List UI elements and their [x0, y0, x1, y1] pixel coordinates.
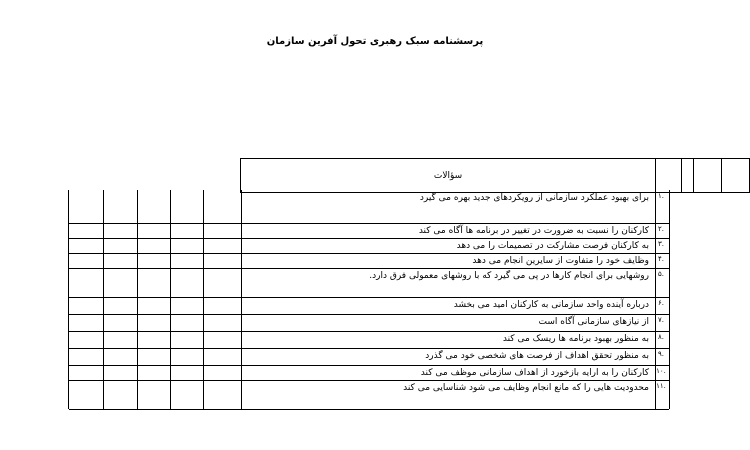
answer-cell[interactable]	[137, 380, 171, 409]
answer-cell[interactable]	[203, 365, 242, 380]
answer-cell[interactable]	[170, 297, 204, 314]
answer-cell[interactable]	[69, 268, 104, 297]
table-row	[69, 380, 669, 410]
answer-cell[interactable]	[103, 297, 138, 314]
question-text: برای بهبود عملکرد سازمانی از رویکردهای جدید بهره می گیرد	[419, 193, 649, 203]
answer-cell[interactable]	[103, 331, 138, 348]
answer-cell[interactable]	[137, 331, 171, 348]
question-text: وظایف خود را متفاوت از سایرین انجام می دهد	[472, 256, 649, 266]
answer-cell[interactable]	[103, 253, 138, 268]
answer-cell[interactable]	[170, 365, 204, 380]
answer-cell[interactable]	[170, 268, 204, 297]
table-row	[69, 331, 669, 349]
question-text: به منظور بهبود برنامه ها ریسک می کند	[502, 334, 649, 344]
question-text: روشهایی برای انجام کارها در پی می گیرد که با روشهای معمولی فرق دارد.	[369, 271, 649, 281]
question-text: کارکنان را نسبت به ضرورت در تغییر در برنامه ها آگاه می کند	[418, 226, 649, 236]
table-row	[69, 268, 669, 298]
header-cell-blank	[721, 159, 750, 192]
answer-cell[interactable]	[103, 268, 138, 297]
answer-cell[interactable]	[170, 223, 204, 238]
question-number: ۷.	[658, 316, 664, 324]
answer-cell[interactable]	[137, 365, 171, 380]
answer-cell[interactable]	[69, 380, 104, 409]
page-title: پرسشنامه سبک رهبری تحول آفرین سازمان	[266, 36, 484, 47]
answer-cell[interactable]	[203, 238, 242, 253]
questions-header: سؤالات	[433, 170, 463, 181]
table-header	[240, 158, 750, 193]
table-row	[69, 223, 669, 239]
answer-cell[interactable]	[69, 348, 104, 365]
answer-cell[interactable]	[69, 297, 104, 314]
answer-cell[interactable]	[137, 268, 171, 297]
question-text: به منظور تحقق اهداف از فرصت های شخصی خود می گذرد	[425, 351, 649, 361]
answer-cell[interactable]	[137, 253, 171, 268]
question-text: درباره آینده واحد سازمانی به کارکنان امید می بخشد	[453, 300, 649, 310]
answer-cell[interactable]	[170, 314, 204, 331]
answer-cell[interactable]	[69, 253, 104, 268]
answer-cell[interactable]	[137, 190, 171, 223]
answer-cell[interactable]	[103, 238, 138, 253]
answer-cell[interactable]	[203, 268, 242, 297]
answer-cell[interactable]	[203, 348, 242, 365]
answer-cell[interactable]	[103, 348, 138, 365]
answer-cell[interactable]	[137, 348, 171, 365]
answer-cell[interactable]	[203, 253, 242, 268]
question-number: ۲.	[658, 225, 664, 233]
answer-cell[interactable]	[103, 365, 138, 380]
question-number: ۳.	[658, 240, 664, 248]
answer-cell[interactable]	[170, 253, 204, 268]
answer-cell[interactable]	[170, 190, 204, 223]
answer-cell[interactable]	[103, 380, 138, 409]
answer-cell[interactable]	[170, 238, 204, 253]
question-text: از نیازهای سازمانی آگاه است	[538, 317, 649, 327]
header-cell-questions	[241, 159, 656, 192]
table-row	[69, 190, 669, 224]
answer-cell[interactable]	[203, 331, 242, 348]
questionnaire-table	[68, 190, 669, 409]
answer-cell[interactable]	[170, 348, 204, 365]
answer-cell[interactable]	[69, 238, 104, 253]
answer-cell[interactable]	[170, 380, 204, 409]
question-number: ۸.	[658, 333, 664, 341]
answer-cell[interactable]	[103, 314, 138, 331]
answer-cell[interactable]	[69, 331, 104, 348]
table-row	[69, 365, 669, 381]
answer-cell[interactable]	[103, 190, 138, 223]
table-row	[69, 314, 669, 332]
question-number: ۱۱.	[656, 382, 666, 390]
answer-cell[interactable]	[69, 365, 104, 380]
answer-cell[interactable]	[137, 314, 171, 331]
answer-cell[interactable]	[69, 190, 104, 223]
answer-cell[interactable]	[137, 297, 171, 314]
question-number: ۴.	[658, 255, 664, 263]
answer-cell[interactable]	[137, 238, 171, 253]
answer-cell[interactable]	[203, 190, 242, 223]
answer-cell[interactable]	[203, 297, 242, 314]
answer-cell[interactable]	[103, 223, 138, 238]
answer-cell[interactable]	[203, 380, 242, 409]
question-number: ۵.	[658, 270, 664, 278]
answer-cell[interactable]	[137, 223, 171, 238]
question-number: ۱۰.	[656, 367, 666, 375]
table-row	[69, 238, 669, 254]
answer-cell[interactable]	[203, 314, 242, 331]
header-cell-number	[655, 159, 682, 192]
answer-cell[interactable]	[203, 223, 242, 238]
answer-cell[interactable]	[69, 314, 104, 331]
question-text: کارکنان را به ارایه بازخورد از اهداف سازمانی موظف می کند	[420, 368, 649, 378]
question-number: ۹.	[658, 350, 664, 358]
question-number: ۱.	[658, 192, 664, 200]
question-text: به کارکنان فرصت مشارکت در تصمیمات را می دهد	[456, 241, 649, 251]
question-number: ۶.	[658, 299, 664, 307]
header-cell-blank	[693, 159, 722, 192]
table-row	[69, 348, 669, 366]
table-row	[69, 253, 669, 269]
table-row	[69, 297, 669, 315]
answer-cell[interactable]	[69, 223, 104, 238]
question-text: محدودیت هایی را که مانع انجام وظایف می شود شناسایی می کند	[403, 383, 649, 393]
answer-cell[interactable]	[170, 331, 204, 348]
